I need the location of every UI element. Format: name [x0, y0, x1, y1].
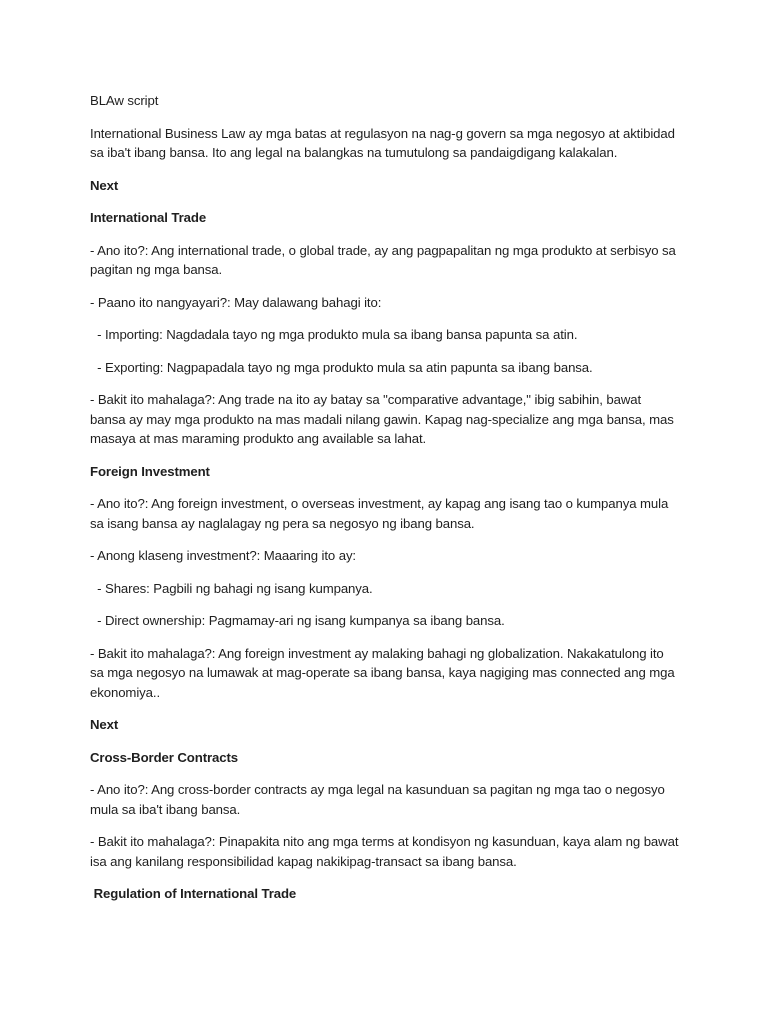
trade-importing-item: - Importing: Nagdadala tayo ng mga produkto mula sa ibang bansa papunta sa atin.	[90, 327, 578, 342]
contracts-definition-paragraph: - Ano ito?: Ang cross-border contracts ay mga legal na kasunduan sa pagitan ng mga tao o negosyo mula sa iba't ibang bansa.	[90, 782, 669, 817]
investment-shares-item: - Shares: Pagbili ng bahagi ng isang kumpanya.	[90, 580, 373, 596]
document-body	[90, 91, 680, 917]
document-title: BLAw script	[90, 93, 159, 108]
section-heading-regulation-of-international-trade: Regulation of International Trade	[90, 886, 297, 901]
investment-definition-paragraph: - Ano ito?: Ang foreign investment, o overseas investment, ay kapag ang isang tao o kumpanya mula sa isang bansa ay naglalagay ng pera sa negosyo ng ibang bansa.	[90, 496, 672, 531]
trade-definition-paragraph: - Ano ito?: Ang international trade, o global trade, ay ang pagpapalitan ng mga produkto at serbisyo sa pagitan ng mga bansa.	[90, 242, 680, 277]
section-heading-international-trade: International Trade	[90, 210, 207, 225]
next-marker: Next	[90, 177, 119, 193]
intro-paragraph: International Business Law ay mga batas at regulasyon na nag-g govern sa mga negosyo at aktibidad sa iba't ibang bansa. Ito ang legal na balangkas na tumutulong sa pandaigdigang kalakalan.	[90, 125, 679, 160]
section-heading-cross-border-contracts: Cross-Border Contracts	[90, 749, 239, 765]
investment-types-paragraph: - Anong klaseng investment?: Maaaring ito ay:	[90, 548, 356, 563]
investment-direct-ownership-item: - Direct ownership: Pagmamay-ari ng isang kumpanya sa ibang bansa.	[90, 613, 505, 628]
trade-how-paragraph: - Paano ito nangyayari?: May dalawang bahagi ito:	[90, 294, 382, 310]
section-heading-foreign-investment: Foreign Investment	[90, 463, 210, 479]
trade-importance-paragraph: - Bakit ito mahalaga?: Ang trade na ito ay batay sa "comparative advantage," ibig sabihin, bawat bansa ay may mga produkto na mas madali nilang gawin. Kapag nag-specialize ang mga bansa, mas masaya at mas maraming produkto ang available sa lahat.	[90, 392, 678, 446]
contracts-importance-paragraph: - Bakit ito mahalaga?: Pinapakita nito ang mga terms at kondisyon ng kasunduan, kaya alam ng bawat isa ang kanilang responsibilidad kapag nakikipag-transact sa ibang bansa.	[90, 834, 682, 869]
next-marker: Next	[90, 717, 119, 732]
trade-exporting-item: - Exporting: Nagpapadala tayo ng mga produkto mula sa atin papunta sa ibang bansa.	[90, 359, 593, 375]
investment-importance-paragraph: - Bakit ito mahalaga?: Ang foreign investment ay malaking bahagi ng globalization. Nakakatulong ito sa mga negosyo na lumawak at mag-operate sa ibang bansa, kaya nagiging mas connected ang mga ekonomiya..	[90, 645, 679, 700]
